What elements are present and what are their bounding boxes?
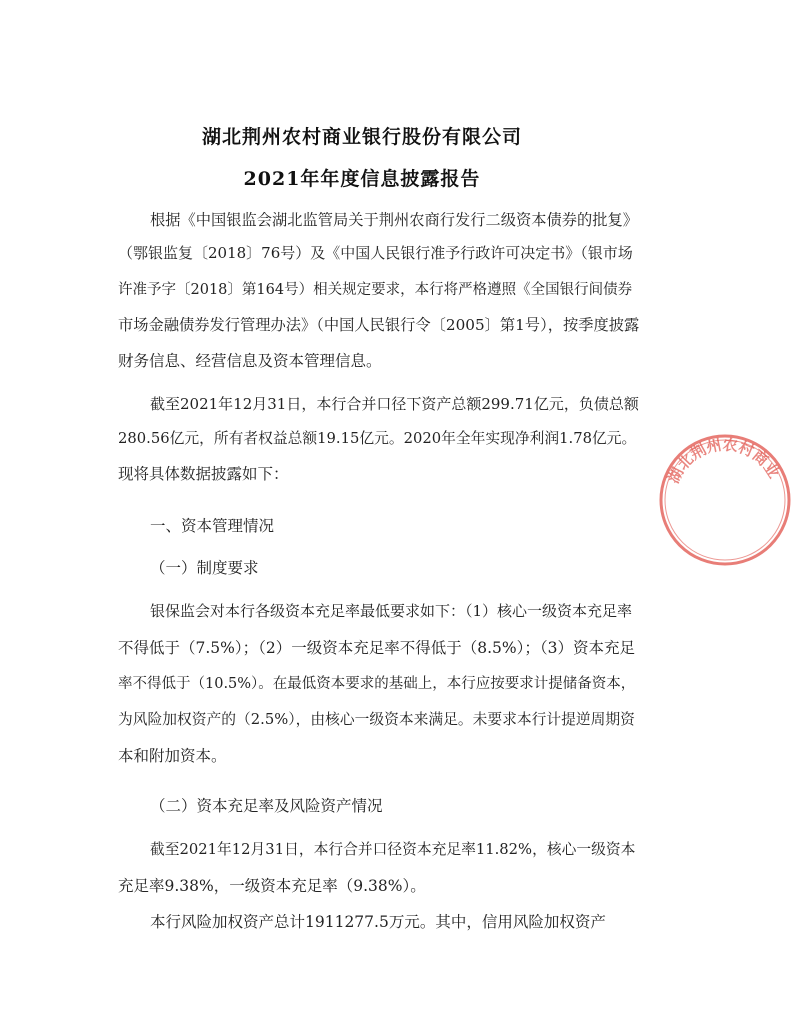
company-title: 湖北荆州农村商业银行股份有限公司 [201, 126, 522, 148]
requirements-line-4: 为风险加权资产的（2.5%），由核心一级资本来满足。未要求本行计提逆周期资 [118, 711, 635, 728]
intro-line-2: （鄂银监复〔2018〕76号）及《中国人民银行准予行政许可决定书》（银市场 [118, 244, 633, 262]
intro-line-4: 市场金融债券发行管理办法》（中国人民银行令〔2005〕第1号），按季度披露 [118, 316, 640, 334]
intro-line-5: 财务信息、经营信息及资本管理信息。 [118, 352, 382, 370]
report-title: 2021年年度信息披露报告 [243, 168, 481, 190]
ratio-line-3: 本行风险加权资产总计1911277.5万元。其中，信用风险加权资产 [150, 913, 606, 931]
svg-text:湖北荆州农村商业 [664, 436, 782, 487]
section-heading-capital: 一、资本管理情况 [150, 517, 275, 535]
summary-line-3: 现将具体数据披露如下： [118, 465, 289, 483]
intro-line-3: 许准予字〔2018〕第164号）相关规定要求，本行将严格遵照《全国银行间债券 [118, 282, 633, 298]
requirements-line-5: 本和附加资本。 [118, 747, 227, 765]
requirements-line-3: 率不得低于（10.5%）。在最低资本要求的基础上，本行应按要求计提储备资本， [118, 676, 636, 692]
company-seal-stamp [655, 430, 795, 570]
intro-line-1: 根据《中国银监会湖北监管局关于荆州农商行发行二级资本债券的批复》 [150, 211, 638, 229]
requirements-line-2: 不得低于（7.5%）；（2）一级资本充足率不得低于（8.5%）；（3）资本充足 [118, 639, 635, 657]
subsection-heading-requirements: （一）制度要求 [150, 559, 259, 577]
summary-line-2: 280.56亿元，所有者权益总额19.15亿元。2020年全年实现净利润1.78亿元。 [118, 430, 637, 447]
subsection-heading-capital-ratio: （二）资本充足率及风险资产情况 [150, 797, 383, 815]
ratio-line-1: 截至2021年12月31日，本行合并口径资本充足率11.82%，核心一级资本 [150, 841, 636, 858]
requirements-line-1: 银保监会对本行各级资本充足率最低要求如下：（1）核心一级资本充足率 [150, 602, 633, 620]
summary-line-1: 截至2021年12月31日，本行合并口径下资产总额299.71亿元，负债总额 [150, 395, 639, 413]
ratio-line-2: 充足率9.38%，一级资本充足率（9.38%）。 [118, 877, 426, 895]
stamp-text: 湖北荆州农村商业 [664, 435, 783, 487]
